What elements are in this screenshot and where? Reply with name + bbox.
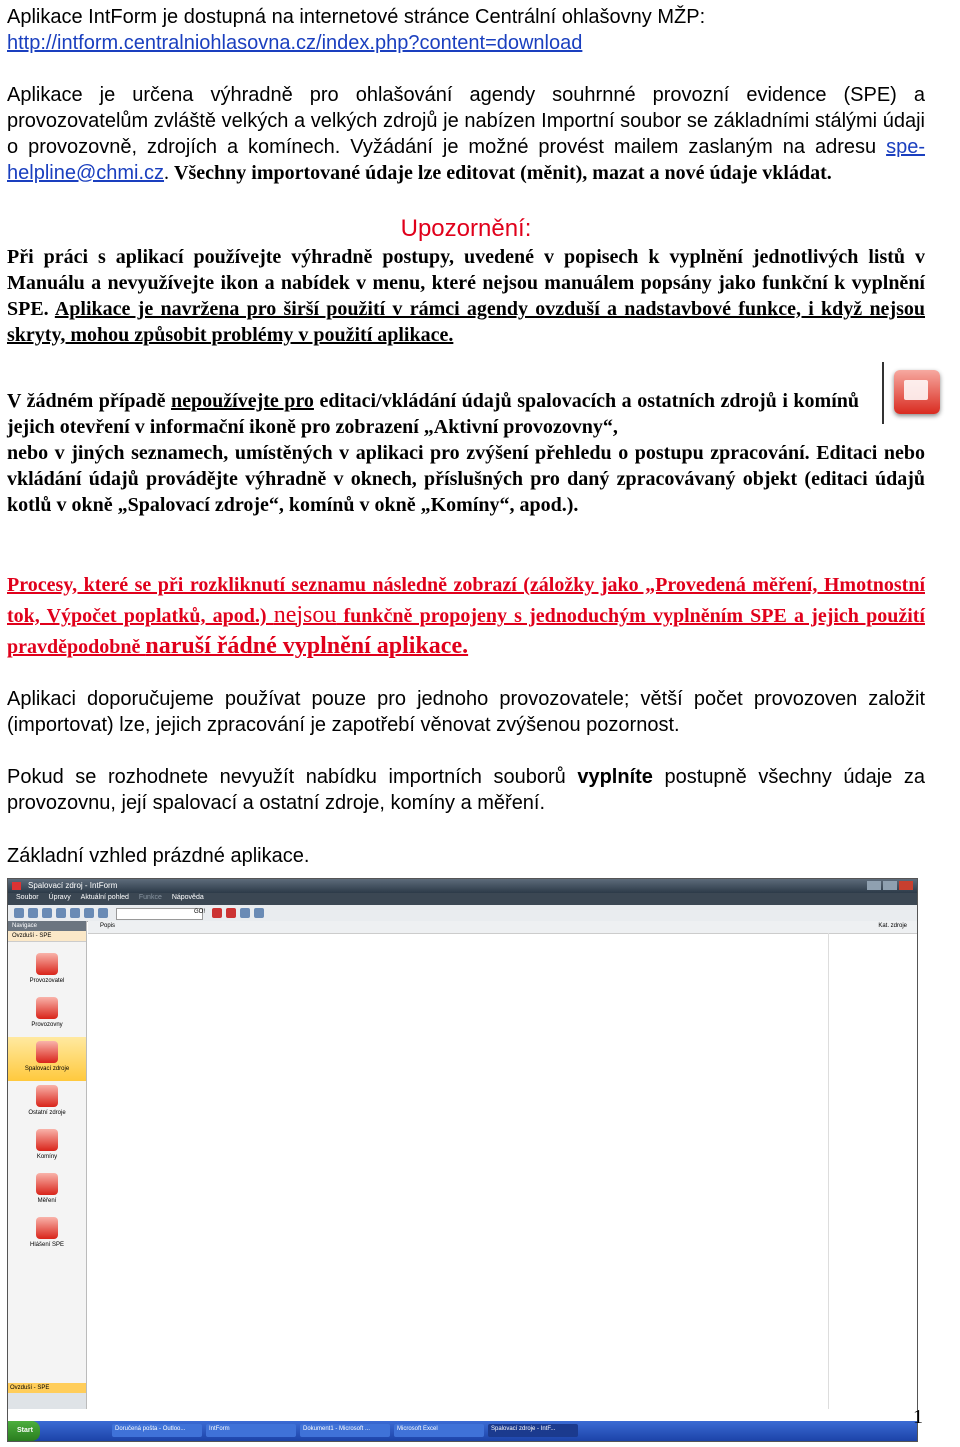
provozovatel-icon (36, 953, 58, 975)
filter-icon[interactable] (254, 908, 264, 918)
window-titlebar (8, 879, 917, 893)
taskbar (8, 1421, 917, 1441)
toolbar (8, 905, 917, 922)
hlaseni-spe-icon (36, 1217, 58, 1239)
nav-footer[interactable]: Ovzduší - SPE (8, 1383, 86, 1393)
paragraph-purpose: Aplikace je určena výhradně pro ohlašování agendy souhrnné provozní evidence (SPE) a provozovatelům zvláště velkých a velkých zdrojů je nabízen Importní soubor se základními stálými údaji o provozovně, zdrojích a komínech. Vyžádání je možné provést mailem zaslaným na adresu spe-helpline@chmi.cz. Všechny importované údaje lze editovat (měnit), mazat a nové údaje vkládat. (7, 84, 925, 184)
save-icon[interactable] (70, 908, 80, 918)
nav-item-provozovatel[interactable]: Provozovatel (8, 949, 86, 993)
task-intform[interactable]: IntForm (206, 1424, 296, 1437)
start-button[interactable]: Start (8, 1421, 40, 1441)
caption-basic-look: Základní vzhled prázdné aplikace. (7, 845, 310, 867)
paragraph-processes: Procesy, které se při rozkliknutí seznamu následně zobrazí (záložky jako „Provedená měření, Hmotnostní tok, Výpočet poplatků, apod.) nejsou funkčně propojeny s jednoduchým vyplněním SPE a jejich použití pravděpodobně naruší řádné vyplnění aplikace. (7, 574, 925, 659)
grid-divider (828, 933, 829, 1409)
navigation-panel (8, 921, 87, 1409)
nav-section[interactable]: Ovzduší - SPE (8, 931, 86, 942)
back-icon[interactable] (14, 908, 24, 918)
kominy-icon (36, 1129, 58, 1151)
mereni-icon (36, 1173, 58, 1195)
nav-footer-bar (8, 1393, 86, 1409)
search-go-button[interactable]: GO! (194, 909, 206, 915)
paragraph-one-operator: Aplikaci doporučujeme používat pouze pro jednoho provozovatele; větší počet provozoven založit (importovat) lze, jejich zpracování je zapotřebí věnovat zvýšenou pozornost. (7, 688, 925, 736)
col-popis[interactable]: Popis (100, 923, 116, 929)
paragraph-editing: nebo v jiných seznamech, umístěných v aplikaci pro zvýšení přehledu o postupu zpracování. Editaci nebo vkládání údajů provádějte výhradně v oknech, příslušných pro daný zpracovávaný objekt (editaci údajů kotlů v okně „Spalovací zdroje“, komínů v okně „Komíny“, apod.). (7, 442, 925, 516)
print-icon[interactable] (98, 908, 108, 918)
forward-icon[interactable] (28, 908, 38, 918)
nav-header: Navigace (8, 921, 86, 931)
nav-item-spalovaci-zdroje[interactable]: Spalovací zdroje (8, 1037, 86, 1081)
spalovaci-zdroje-icon (36, 1041, 58, 1063)
email-link[interactable]: spe-helpline@chmi.cz (7, 136, 925, 184)
task-spalovaci-zdroje[interactable]: Spalovací zdroje - IntF... (488, 1424, 578, 1437)
window-title: Spalovací zdroj - IntForm (28, 881, 118, 890)
page-number: 1 (913, 1406, 923, 1428)
warning-underlined: Aplikace je navržena pro širší použití v rámci agendy ovzduší a nadstavbové funkce, i když nejsou skryty, mohou způsobit problémy v použití aplikace. (7, 298, 926, 346)
active-provozovny-icon (882, 362, 960, 428)
refresh-icon[interactable] (84, 908, 94, 918)
nav-item-mereni[interactable]: Měření (8, 1169, 86, 1213)
search-input[interactable] (116, 908, 206, 920)
minimize-icon[interactable] (867, 881, 881, 890)
nav-item-provozovny[interactable]: Provozovny (8, 993, 86, 1037)
app-screenshot (7, 878, 918, 1442)
nav-item-ostatni-zdroje[interactable]: Ostatní zdroje (8, 1081, 86, 1125)
menu-napoveda[interactable]: Nápověda (171, 894, 204, 901)
task-outlook[interactable]: Doručená pošta - Outloo... (112, 1424, 202, 1437)
menu-soubor[interactable]: Soubor (16, 894, 39, 901)
menu-aktualni-pohled[interactable]: Aktuální pohled (80, 894, 129, 901)
close-icon[interactable] (899, 881, 913, 890)
ostatni-zdroje-icon (36, 1085, 58, 1107)
purpose-bold: Všechny importované údaje lze editovat (měnit), mazat a nové údaje vkládat. (174, 162, 832, 184)
download-link[interactable]: http://intform.centralniohlasovna.cz/index.php?content=download (7, 32, 583, 54)
grid-icon[interactable] (240, 908, 250, 918)
provozovny-icon (36, 997, 58, 1019)
task-excel[interactable]: Microsoft Excel (394, 1424, 484, 1437)
menu-funkce[interactable]: Funkce (138, 894, 162, 901)
task-word[interactable]: Dokument1 - Microsoft ... (300, 1424, 390, 1437)
paragraph-manual-fill: Pokud se rozhodnete nevyužít nabídku importních souborů vyplníte postupně všechny údaje za provozovnu, její spalovací a ostatní zdroje, komíny a měření. (7, 766, 926, 814)
stop-icon[interactable] (212, 908, 222, 918)
new-icon[interactable] (42, 908, 52, 918)
intro-text (7, 4, 925, 56)
maximize-icon[interactable] (883, 881, 897, 890)
purpose-text: Aplikace je určena výhradně pro ohlašování agendy souhrnné provozní evidence (SPE) a provozovatelům zvláště velkých a velkých zdrojů je nabízen Importní soubor se základními stálými údaji o provozovně, zdrojích a komínech. Vyžádání je možné provést mailem zaslaným na adresu (7, 84, 925, 158)
warning-title: Upozornění: (400, 215, 532, 242)
warning-text: Při práci s aplikací používejte výhradně postupy, uvedené v popisech k vyplnění jednotlivých listů v Manuálu a nevyužívejte ikon a nabídek v menu, které nejsou manuálem popsány jako funkční k vyplnění SPE. Aplikace je navržena pro širší použití v rámci agendy ovzduší a nadstavbové funkce, i když nejsou skryty, mohou způsobit problémy v použití aplikace. (7, 246, 926, 346)
grid-header (88, 921, 917, 934)
menu-upravy[interactable]: Úpravy (48, 894, 71, 901)
col-kat-zdroje[interactable]: Kat. zdroje (878, 923, 907, 929)
main-grid (88, 921, 917, 1409)
app-icon (12, 882, 21, 890)
nav-item-hlaseni-spe[interactable]: Hlášení SPE (8, 1213, 86, 1257)
delete-icon[interactable] (226, 908, 236, 918)
paragraph-no-editing: V žádném případě nepoužívejte pro editaci/vkládání údajů spalovacích a ostatních zdrojů i komínů jejich otevření v informační ikoně pro zobrazení „Aktivní provozovny“, (7, 390, 859, 438)
nav-item-kominy[interactable]: Komíny (8, 1125, 86, 1169)
intro-line: Aplikace IntForm je dostupná na internetové stránce Centrální ohlašovny MŽP: (7, 6, 706, 28)
open-icon[interactable] (56, 908, 66, 918)
menubar (8, 893, 917, 905)
